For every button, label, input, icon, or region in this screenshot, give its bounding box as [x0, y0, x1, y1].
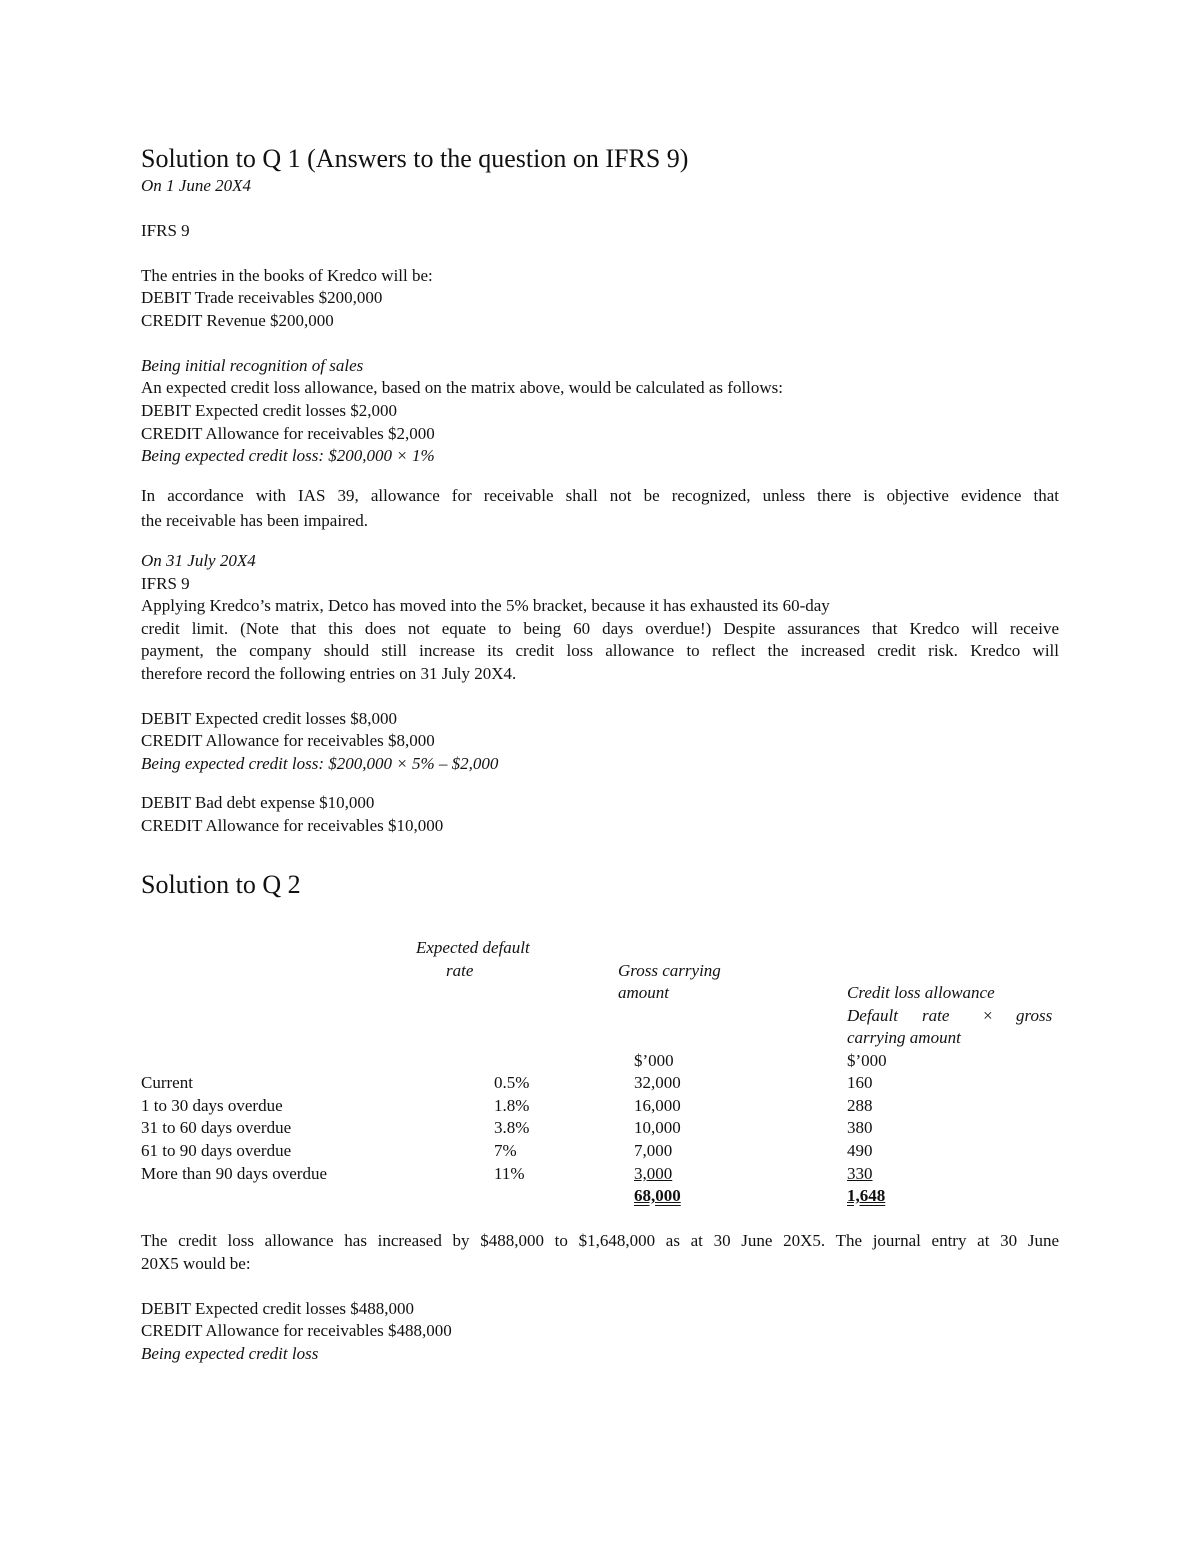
col-gross-header-line-1: Gross carrying: [618, 961, 721, 980]
q2-entry-note: Being expected credit loss: [141, 1344, 319, 1363]
col-allowance-header-word-rate: rate: [922, 1006, 950, 1025]
q1-entry2-credit: CREDIT Allowance for receivables $2,000: [141, 424, 435, 443]
table-row-label: 61 to 90 days overdue: [141, 1141, 292, 1160]
q1-ias-line-1: In accordance with IAS 39, allowance for receivable shall not be recognized, unless there is objective evidence that: [141, 486, 1059, 505]
col-allowance-header-times: ×: [982, 1006, 994, 1025]
q2-conclusion-line-2: 20X5 would be:: [141, 1254, 251, 1273]
q2-heading: Solution to Q 2: [141, 870, 301, 899]
table-row-rate: 11%: [494, 1164, 525, 1183]
q1-standard-2: IFRS 9: [141, 574, 190, 593]
q1-entry3-credit: CREDIT Allowance for receivables $8,000: [141, 731, 435, 750]
table-row-gross: 16,000: [634, 1096, 681, 1115]
table-row-gross: 10,000: [634, 1118, 681, 1137]
table-row-allowance: 380: [847, 1118, 873, 1137]
q2-entry-credit: CREDIT Allowance for receivables $488,000: [141, 1321, 452, 1340]
q1-ecl-intro: An expected credit loss allowance, based on the matrix above, would be calculated as follows:: [141, 378, 784, 397]
q2-entry-debit: DEBIT Expected credit losses $488,000: [141, 1299, 415, 1318]
table-row-allowance: 490: [847, 1141, 873, 1160]
q1-entry1-debit: DEBIT Trade receivables $200,000: [141, 288, 383, 307]
col-rate-header-line-2: rate: [446, 961, 474, 980]
q1-entries-intro: The entries in the books of Kredco will be:: [141, 266, 433, 285]
q1-entry4-credit: CREDIT Allowance for receivables $10,000: [141, 816, 444, 835]
table-row-gross: 32,000: [634, 1073, 681, 1092]
table-row-rate: 7%: [494, 1141, 517, 1160]
q1-ias-line-2: the receivable has been impaired.: [141, 511, 369, 530]
q1-date-1: On 1 June 20X4: [141, 176, 252, 195]
q1-standard-1: IFRS 9: [141, 221, 190, 240]
table-row-label: Current: [141, 1073, 193, 1092]
total-allowance: 1,648: [847, 1186, 886, 1205]
q1-para-line-2: credit limit. (Note that this does not equate to being 60 days overdue!) Despite assurances that Kredco will receive: [141, 619, 1059, 638]
col-gross-header-line-2: amount: [618, 983, 669, 1002]
q1-entry3-debit: DEBIT Expected credit losses $8,000: [141, 709, 398, 728]
table-row-rate: 0.5%: [494, 1073, 530, 1092]
table-row-label: More than 90 days overdue: [141, 1164, 328, 1183]
q1-para-line-4: therefore record the following entries on 31 July 20X4.: [141, 664, 517, 683]
table-row-rate: 1.8%: [494, 1096, 530, 1115]
q1-entry2-debit: DEBIT Expected credit losses $2,000: [141, 401, 398, 420]
q1-entry4-debit: DEBIT Bad debt expense $10,000: [141, 793, 375, 812]
q2-conclusion-line-1: The credit loss allowance has increased by $488,000 to $1,648,000 as at 30 June 20X5. The journal entry at 30 June: [141, 1231, 1059, 1250]
col-allowance-header-word-gross: gross: [1016, 1006, 1053, 1025]
col-allowance-header-line-1: Credit loss allowance: [847, 983, 995, 1002]
table-row-rate: 3.8%: [494, 1118, 530, 1137]
table-row-allowance: 160: [847, 1073, 873, 1092]
table-row-label: 31 to 60 days overdue: [141, 1118, 292, 1137]
q1-heading: Solution to Q 1 (Answers to the question on IFRS 9): [141, 144, 689, 173]
q1-entry2-note: Being expected credit loss: $200,000 × 1%: [141, 446, 435, 465]
q1-entry1-note: Being initial recognition of sales: [141, 356, 364, 375]
table-row-allowance: 330: [847, 1164, 873, 1183]
col-allowance-header-line-3: carrying amount: [847, 1028, 961, 1047]
q1-entry3-note: Being expected credit loss: $200,000 × 5% – $2,000: [141, 754, 499, 773]
col-rate-header-line-1: Expected default: [416, 938, 530, 957]
q1-date-2: On 31 July 20X4: [141, 551, 256, 570]
col-allowance-header-word-default: Default: [847, 1006, 898, 1025]
q1-para-line-1: Applying Kredco’s matrix, Detco has moved into the 5% bracket, because it has exhausted its 60-day: [141, 596, 830, 615]
total-gross: 68,000: [634, 1186, 681, 1205]
table-row-allowance: 288: [847, 1096, 873, 1115]
table-row-gross: 3,000: [634, 1164, 673, 1183]
unit-gross: $’000: [634, 1051, 674, 1070]
q1-para-line-3: payment, the company should still increase its credit loss allowance to reflect the increased credit risk. Kredco will: [141, 641, 1059, 660]
unit-allowance: $’000: [847, 1051, 887, 1070]
table-row-gross: 7,000: [634, 1141, 673, 1160]
q1-entry1-credit: CREDIT Revenue $200,000: [141, 311, 334, 330]
table-row-label: 1 to 30 days overdue: [141, 1096, 283, 1115]
